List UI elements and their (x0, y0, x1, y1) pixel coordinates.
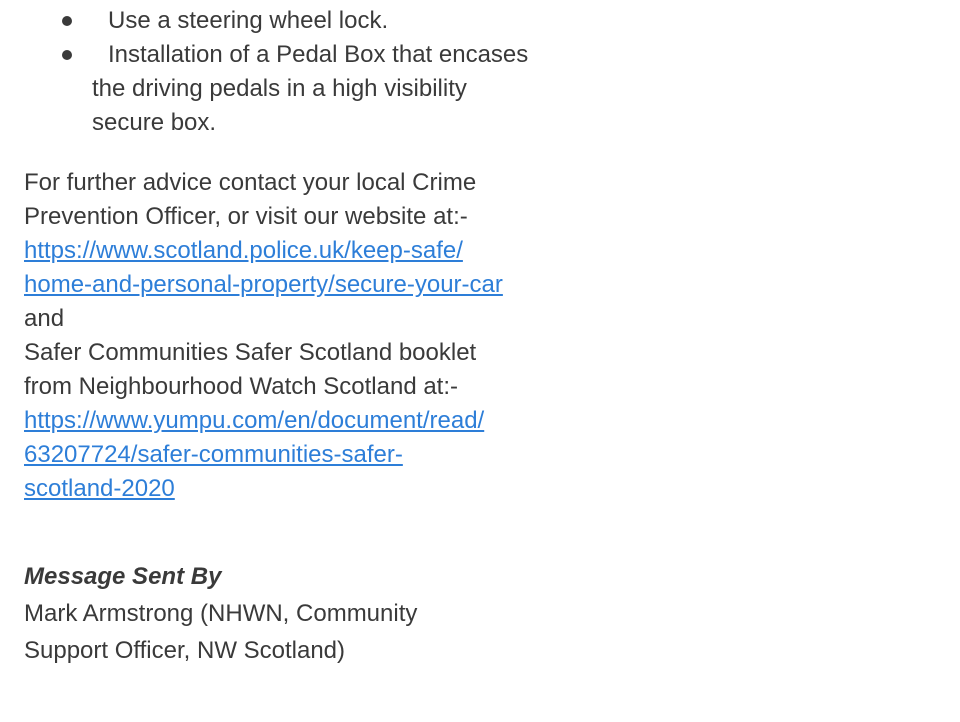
booklet-link-continued[interactable]: scotland-2020 (24, 475, 175, 502)
booklet-link-continued[interactable]: 63207724/safer-communities-safer- (24, 441, 403, 468)
sender-heading: Message Sent By (24, 563, 222, 590)
bullet-dot-icon (62, 16, 72, 26)
bullet-text-continuation: secure box. (92, 109, 217, 136)
bullet-text: Installation of a Pedal Box that encases (108, 41, 529, 68)
bullet-text: Use a steering wheel lock. (108, 7, 389, 34)
police-website-link[interactable]: https://www.scotland.police.uk/keep-safe/ (24, 237, 463, 264)
booklet-text: from Neighbourhood Watch Scotland at:- (24, 373, 459, 400)
booklet-text: Safer Communities Safer Scotland booklet (24, 339, 477, 366)
tips-bullet-list (24, 4, 624, 140)
sender-role: Support Officer, NW Scotland) (24, 637, 346, 664)
sender-block (24, 558, 624, 669)
advice-text: Prevention Officer, or visit our website at:- (24, 203, 468, 230)
sender-name: Mark Armstrong (NHWN, Community (24, 600, 418, 627)
bullet-item-pedal-box (24, 38, 624, 140)
booklet-link[interactable]: https://www.yumpu.com/en/document/read/ (24, 407, 485, 434)
advice-text: For further advice contact your local Crime (24, 169, 477, 196)
police-website-link-continued[interactable]: home-and-personal-property/secure-your-car (24, 271, 503, 298)
bullet-text-continuation: the driving pedals in a high visibility (92, 75, 467, 102)
bullet-dot-icon (62, 50, 72, 60)
advice-paragraph (24, 166, 624, 506)
and-text: and (24, 305, 65, 332)
bullet-item-steering-lock (24, 4, 624, 38)
